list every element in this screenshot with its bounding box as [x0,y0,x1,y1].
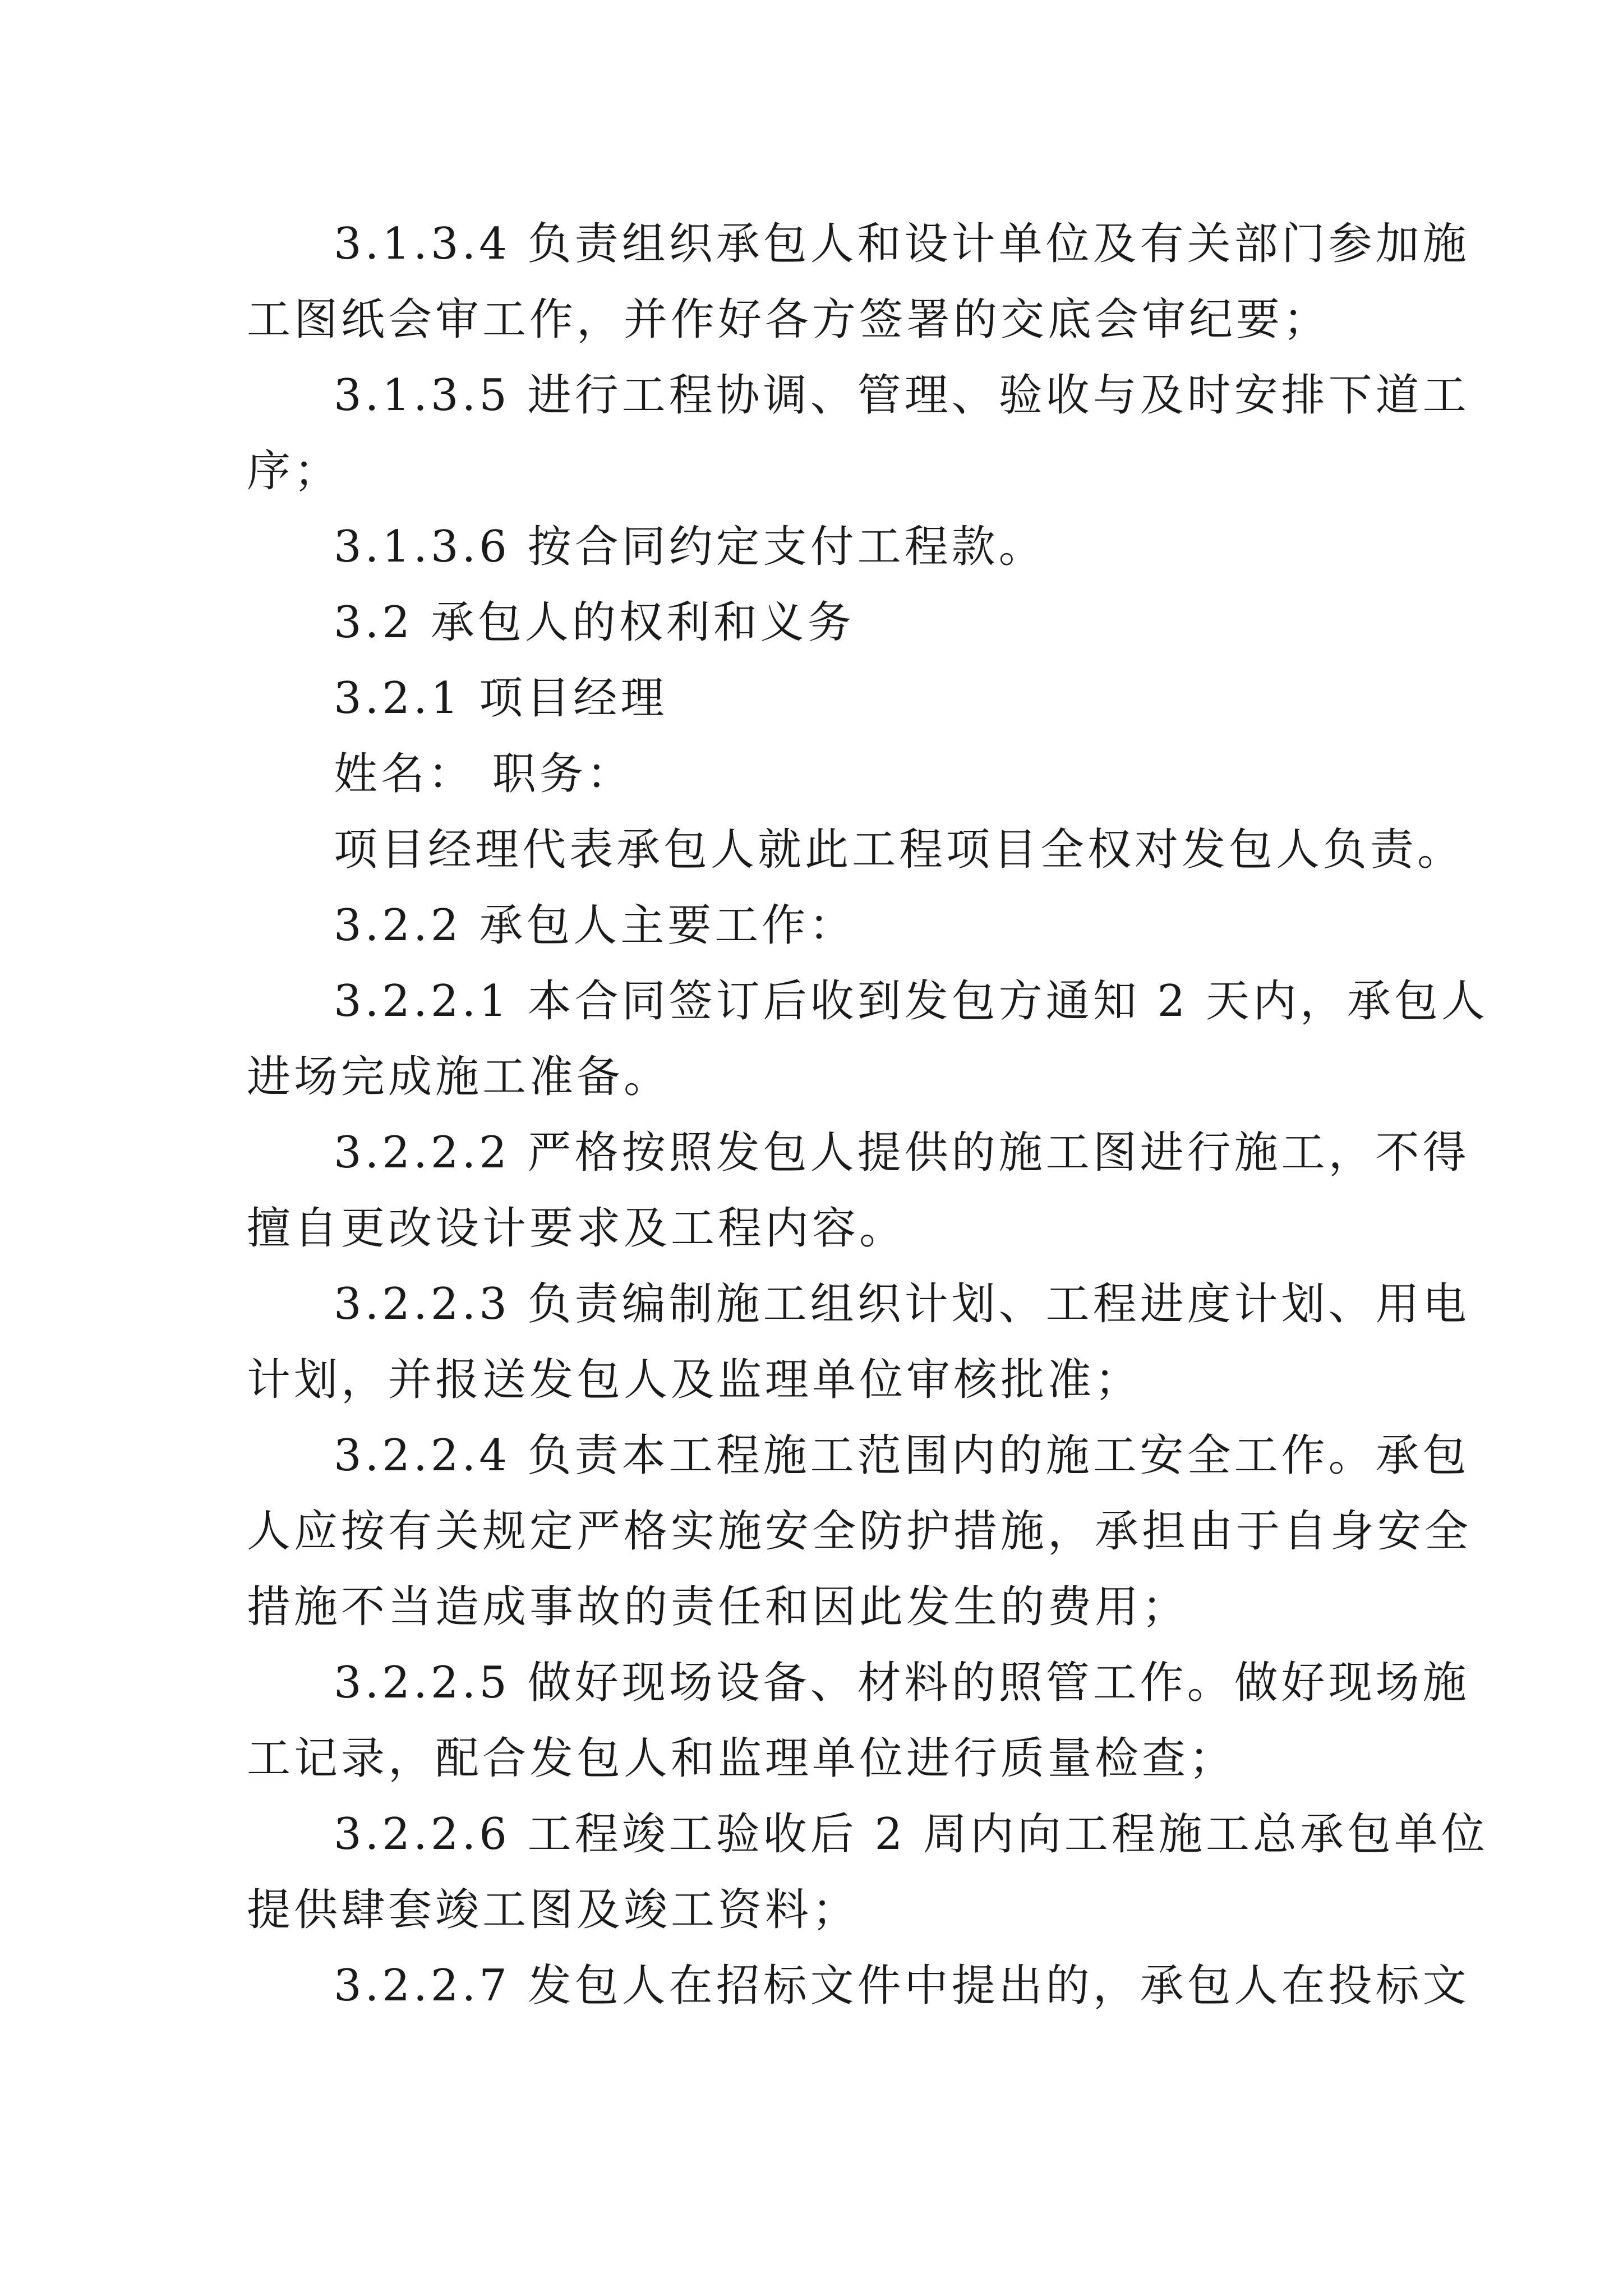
section-heading: 3.2 承包人的权利和义务 [334,597,855,648]
text-line: 进场完成施工准备。 [247,1052,671,1102]
text-line: 工图纸会审工作，并作好各方签署的交底会审纪要； [247,295,1331,345]
text-line: 3.2.2.1 本合同签订后收到发包方通知 2 天内，承包人 [334,976,1488,1027]
text-line: 3.1.3.6 按合同约定支付工程款。 [334,522,1046,572]
text-line: 3.2.2.3 负责编制施工组织计划、工程进度计划、用电 [334,1279,1470,1329]
text-line: 提供肆套竣工图及竣工资料； [247,1885,860,1935]
text-line: 3.2.2.2 严格按照发包人提供的施工图进行施工，不得 [334,1128,1470,1178]
text-line: 工记录，配合发包人和监理单位进行质量检查； [247,1733,1237,1784]
text-line: 姓名： 职务： [334,749,634,799]
text-line: 3.1.3.4 负责组织承包人和设计单位及有关部门参加施 [334,219,1470,269]
text-line: 擅自更改设计要求及工程内容。 [247,1203,907,1254]
subsection-heading: 3.2.2 承包人主要工作： [334,900,856,951]
text-line: 序； [247,446,342,496]
text-line: 3.2.2.7 发包人在招标文件中提出的，承包人在投标文 [334,1961,1470,2011]
text-line: 3.2.2.4 负责本工程施工范围内的施工安全工作。承包 [334,1430,1470,1481]
subsection-heading: 3.2.1 项目经理 [334,673,668,724]
text-line: 措施不当造成事故的责任和因此发生的费用； [247,1582,1189,1632]
text-line: 3.2.2.6 工程竣工验收后 2 周内向工程施工总承包单位 [334,1809,1488,1860]
text-line: 人应按有关规定严格实施安全防护措施，承担由于自身安全 [247,1506,1472,1557]
text-line: 项目经理代表承包人就此工程项目全权对发包人负责。 [334,825,1465,875]
text-line: 计划，并报送发包人及监理单位审核批准； [247,1355,1142,1405]
text-line: 3.1.3.5 进行工程协调、管理、验收与及时安排下道工 [334,370,1470,421]
text-line: 3.2.2.5 做好现场设备、材料的照管工作。做好现场施 [334,1658,1470,1708]
